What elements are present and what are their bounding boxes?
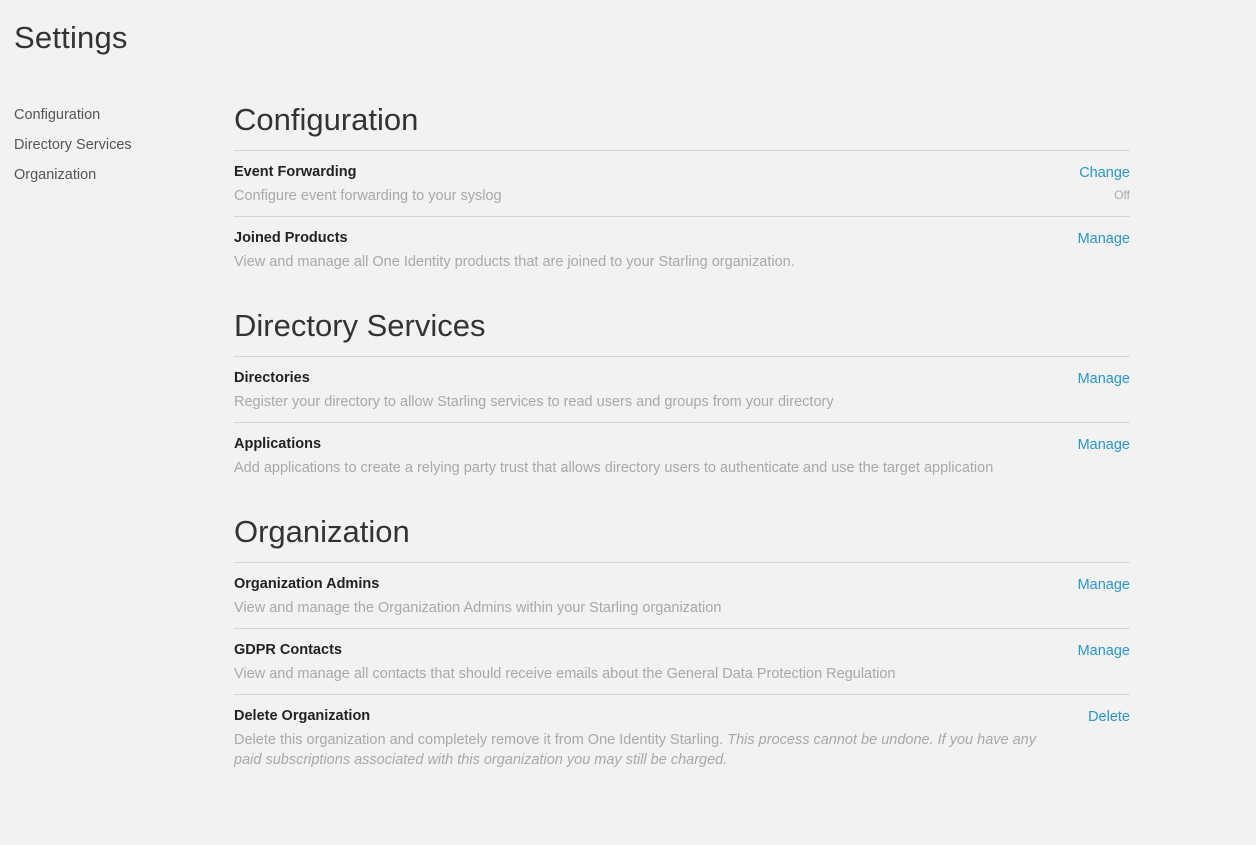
nav-item-organization[interactable]: Organization (14, 167, 97, 183)
settings-row-organization-admins (234, 563, 1130, 629)
nav-item-directory-services[interactable]: Directory Services (14, 137, 132, 153)
row-title-applications: Applications (234, 436, 322, 452)
section-title-directory-services: Directory Services (234, 302, 1130, 357)
nav-item-configuration[interactable]: Configuration (14, 107, 101, 123)
manage-organization-admins-link[interactable]: Manage (1077, 577, 1130, 593)
settings-row-event-forwarding (234, 151, 1130, 217)
row-title-joined-products: Joined Products (234, 230, 348, 246)
settings-row-applications (234, 423, 1130, 488)
manage-directories-link[interactable]: Manage (1077, 371, 1130, 387)
row-description-joined-products: View and manage all One Identity products that are joined to your Starling organization. (234, 254, 795, 270)
row-description-directories: Register your directory to allow Starling services to read users and groups from your directory (234, 394, 834, 410)
row-title-directories: Directories (234, 370, 310, 386)
row-title-event-forwarding: Event Forwarding (234, 164, 357, 180)
row-description-delete-organization (234, 730, 1130, 770)
settings-main (234, 96, 1130, 778)
row-description-applications: Add applications to create a relying party trust that allows directory users to authenticate and use the target application (234, 460, 994, 476)
row-title-organization-admins: Organization Admins (234, 576, 380, 592)
settings-row-directories (234, 357, 1130, 423)
row-description-event-forwarding: Configure event forwarding to your syslog (234, 188, 502, 204)
manage-gdpr-contacts-link[interactable]: Manage (1077, 643, 1130, 659)
change-event-forwarding-link[interactable]: Change (1079, 165, 1130, 181)
manage-applications-link[interactable]: Manage (1077, 437, 1130, 453)
page-title: Settings (14, 20, 128, 55)
row-description-organization-admins: View and manage the Organization Admins within your Starling organization (234, 600, 722, 616)
delete-organization-link[interactable]: Delete (1088, 709, 1130, 725)
event-forwarding-status: Off (1114, 188, 1130, 202)
delete-organization-description: Delete this organization and completely remove it from One Identity Starling. (234, 732, 724, 748)
row-title-delete-organization: Delete Organization (234, 708, 371, 724)
section-organization (234, 508, 1130, 778)
settings-row-delete-organization (234, 695, 1130, 778)
settings-side-nav (14, 100, 204, 190)
row-title-gdpr-contacts: GDPR Contacts (234, 642, 342, 658)
section-configuration (234, 96, 1130, 282)
settings-row-gdpr-contacts (234, 629, 1130, 695)
section-directory-services (234, 302, 1130, 488)
delete-organization-warning: This process cannot be undone. If you have any paid subscriptions associated with this organization you may still be charged. (234, 732, 1036, 768)
section-title-organization: Organization (234, 508, 1130, 563)
settings-row-joined-products (234, 217, 1130, 282)
manage-joined-products-link[interactable]: Manage (1077, 231, 1130, 247)
section-title-configuration: Configuration (234, 96, 1130, 151)
row-description-gdpr-contacts: View and manage all contacts that should receive emails about the General Data Protection Regulation (234, 666, 896, 682)
